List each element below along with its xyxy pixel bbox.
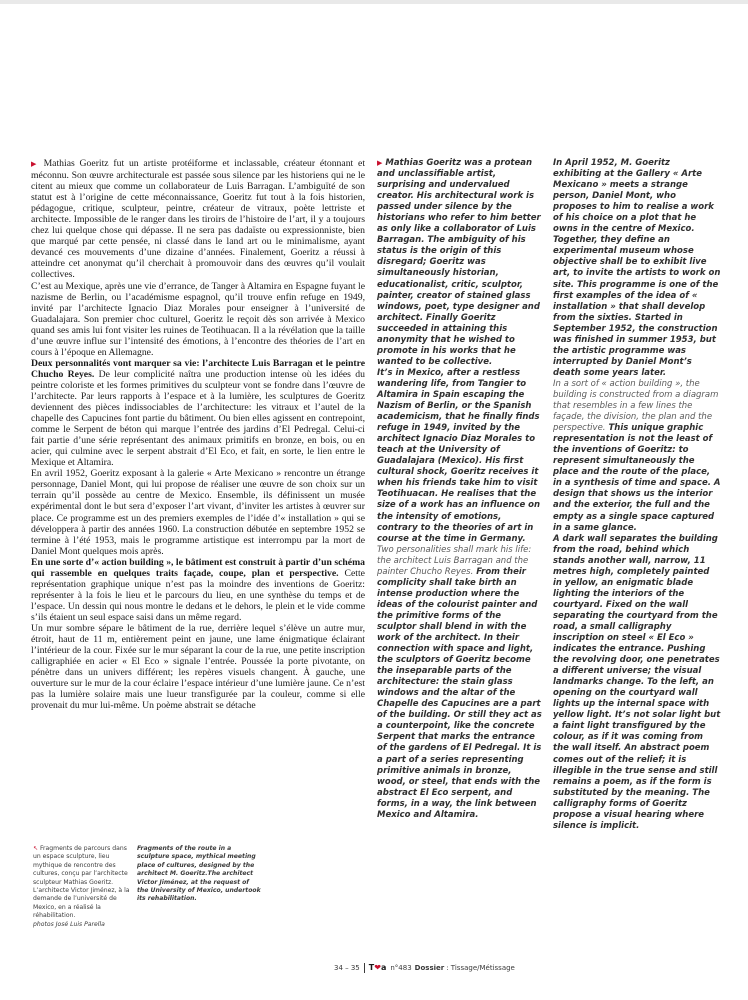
issue-number: n°483 xyxy=(390,964,412,972)
french-article-column xyxy=(31,158,365,711)
french-paragraph-1: ▶ Mathias Goeritz fut un artiste protéiforme et inclassable, créateur étonnant et méconnu. Son œuvre architecturale est passée sous silence par les historiens qui ne le citent au mieux que comme un collaborateur de Luis Barragan. L’ambiguïté de son statut est à l’origine de cette méconnaissance, Goeritz fut tout à la fois historien, pédagogue, critique, sculpteur, peintre, créateur de vitraux, poète lettriste et architecte. Impossible de le ranger dans les tiroirs de l’histoire de l’art, il y a toujours chez lui quelque chose qui dépasse. Il ne sera pas dadaïste ou expressionniste, bien que marqué par cette pensée, ni classé dans le land art ou le minimalisme, ayant devancé ces mouvements d’une dizaine d’années. Finalement, Goeritz a réussi à atteindre cet anonymat qu’il cherchait à promouvoir dans des œuvres qu’il voulait collectives. xyxy=(31,158,366,281)
english-paragraph-6: A dark wall separates the building from the road, behind which stands another wall, narrow, 11 metres high, completely painted in yellow, an enigmatic blade lighting the interiors of the courtyard. Fixed on the wall separating the courtyard from the road, a small calligraphy inscription on steel « El Eco » indicates the entrance. Pushing the revolving door, one penetrates a different universe; the visual landmarks change. To the left, an opening on the courtyard wall lights up the internal space with yellow light. It’s not solar light but a faint light transfigured by the colour, as if it was coming from the wall itself. An abstract poem comes out of the relief; it is illegible in the true sense and still remains a poem, as if the form is substituted by the meaning. The calligraphy forms of Goeritz propose a visual hearing where silence is implicit. xyxy=(553,533,721,831)
magazine-logo: T❤a xyxy=(368,963,387,972)
english-paragraph-5: In a sort of « action building », the building is constructed from a diagram that resembles in a few lines the façade, the division, the plan and the perspective. This unique graphic representation is not the least of the inventions of Goeritz: to represent simultaneously the place and the route of the place, in a synthesis of time and space. A design that shows us the interior and the exterior, the full and the empty as a single space captured in a same glance. xyxy=(553,378,721,533)
photo-credit: photos José Luis Parella xyxy=(33,920,105,928)
english-article-column-1 xyxy=(377,158,543,821)
french-paragraph-2: C’est au Mexique, après une vie d’errance, de Tanger à Altamira en Espagne fuyant le nazisme de Berlin, ou l’académisme espagnol, qu’il trouve enfin refuge en 1949, invité par l’architecte Ignacio Diaz Morales pour enseigner à l’université de Guadalajara. Son premier choc culturel, Goeritz le reçoit dès son arrivée à Mexico quand ses amis lui font visiter les ruines de Teotihuacan. Il a la révélation que la taille d’une œuvre influe sur l’intensité des émotions, à l’encontre des théories de l’art en cours à l’époque en Allemagne. xyxy=(31,280,365,358)
english-paragraph-4: In April 1952, M. Goeritz exhibiting at the Gallery « Arte Mexicano » meets a strange person, Daniel Mont, who proposes to him to realise a work of his choice on a plot that he owns in the centre of Mexico. Together, they define an experimental museum whose objective shall be to exhibit live art, to invite the artists to work on site. This programme is one of the first examples of the idea of « installation » that shall develop from the sixties. Started in September 1952, the construction was finished in summer 1953, but the artistic programme was interrupted by Daniel Mont’s death some years later. xyxy=(553,158,721,378)
english-article-column-2 xyxy=(553,158,721,832)
french-heading-1: Deux personnalités vont marquer sa vie: l’architecte Luis Barragan et le peintre Chucho Reyes. xyxy=(31,357,365,380)
page-numbers: 34 – 35 xyxy=(334,964,360,972)
english-heading-1: Two personalities shall mark his life: the architect Luis Barragan and the painter Chucho Reyes. xyxy=(377,544,532,577)
section-label: Dossier xyxy=(414,964,445,972)
heart-icon: ❤ xyxy=(374,963,381,972)
footer-divider xyxy=(364,963,365,973)
english-paragraph-2: It’s in Mexico, after a restless wandering life, from Tangier to Altamira in Spain escaping the Nazism of Berlin, or the Spanish academicism, that he finally finds refuge in 1949, invited by the architect Ignacio Diaz Morales to teach at the University of Guadalajara (Mexico). His first cultural shock, Goeritz receives it when his friends take him to visit Teotihuacan. He realises that the size of a work has an influence on the intensity of emotions, contrary to the theories of art in course at the time in Germany. xyxy=(377,367,541,544)
section-topic: : Tissage/Métissage xyxy=(446,964,515,972)
arrow-right-icon: ▶ xyxy=(31,160,39,168)
arrow-right-icon: ▶ xyxy=(377,159,383,167)
photo-caption-english: Fragments of the route in a sculpture space, mythical meeting place of cultures, designed by the architect M. Goeritz.The architect Victor Jiménez, at the request of the University of Mexico, undertook its rehabilitation. xyxy=(137,845,261,903)
english-heading-2: In a sort of « action building », the building is constructed from a diagram that resembles in a few lines the façade, the division, the plan and the perspective. xyxy=(553,378,719,434)
top-image-edge xyxy=(0,0,748,4)
french-heading-2: En une sorte d’« action building », le bâtiment est construit à partir d’un schéma qui rassemble en quelques traits façade, coupe, plan et perspective. xyxy=(31,556,365,579)
photo-caption-french: ↖ Fragments de parcours dans un espace sculpture, lieu mythique de rencontre des cultures, conçu par l’architecte sculpteur Mathias Goeritz. L’architecte Victor Jiménez, à la demande de l’université de Mexico, en a réalisé la réhabilitation. photos José Luis Parella xyxy=(33,845,130,928)
french-paragraph-4: En avril 1952, Goeritz exposant à la galerie « Arte Mexicano » rencontre un étrange personnage, Daniel Mont, qui lui propose de réaliser une œuvre de son choix sur un terrain qu’il possède au centre de Mexico. Ensemble, ils définissent un musée expérimental dont le but sera d’exposer l’art vivant, d’inviter les artistes à œuvrer sur place. Ce programme est un des premiers exemples de l’idée d’« installation » qui se développera à partir des années 1960. La construction débutée en septembre 1952 se termine à l’été 1953, mais le programme artistique est interrompu par la mort de Daniel Mont quelques mois après. xyxy=(31,468,365,557)
english-paragraph-3: Two personalities shall mark his life: the architect Luis Barragan and the painter Chucho Reyes. From their complicity shall take birth an intense production where the ideas of the colourist painter and the primitive forms of the sculptor shall blend in with the work of the architect. In their connection with space and light, the sculptors of Goeritz become the inseparable parts of the architecture: the stain glass windows and the altar of the Chapelle des Capucines are a part of the building. Or still they act as a counterpoint, like the concrete Serpent that marks the entrance of the gardens of El Pedregal. It is a part of a series representing primitive animals in bronze, wood, or steel, that ends with the abstract El Eco serpent, and forms, in a way, the link between Mexico and Altamira. xyxy=(377,544,542,820)
french-paragraph-5: En une sorte d’« action building », le bâtiment est construit à partir d’un schéma qui rassemble en quelques traits façade, coupe, plan et perspective. Cette représentation graphique unique n’est pas la moindre des inventions de Goeritz: représenter à la fois le lieu et le parcours du lieu, en une synthèse du temps et de l’espace. Un dessin qui nous montre le dedans et le dehors, le plein et le vide comme s’ils étaient un seul espace saisi dans un même regard. xyxy=(31,556,365,623)
arrow-up-left-icon: ↖ xyxy=(33,845,39,852)
french-paragraph-3: Deux personnalités vont marquer sa vie: l’architecte Luis Barragan et le peintre Chucho Reyes. De leur complicité naîtra une production intense où les idées du peintre coloriste et les formes primitives du sculpteur vont se fondre dans l’œuvre de l’architecte. Par leurs rapports à l’espace et à la lumière, les sculptures de Goeritz deviennent des pièces indissociables de l’architecture: les vitraux et l’autel de la chapelle des Capucines font partie du bâtiment. Ou bien elles agissent en contrepoint, comme le Serpent de béton qui marque l’entrée des jardins d’El Pedregal. Celui-ci fait partie d’une série représentant des animaux primitifs en bronze, en bois, ou en acier, qui culmine avec le serpent abstrait d’El Eco, et fait, en sorte, le lien entre le Mexique et Altamira. xyxy=(31,357,365,469)
english-paragraph-1: ▶ Mathias Goeritz was a protean and unclassifiable artist, surprising and undervalued creator. His architectural work is passed under silence by the historians who refer to him better as only like a collaborator of Luis Barragan. The ambiguity of his status is the origin of this disregard; Goeritz was simultaneously historian, educationalist, critic, sculptor, painter, creator of stained glass windows, poet, type designer and architect. Finally Goeritz succeeded in attaining this anonymity that he wished to promote in his works that he wanted to be collective. xyxy=(377,158,541,367)
french-paragraph-6: Un mur sombre sépare le bâtiment de la rue, derrière lequel s’élève un autre mur, étroit, haut de 11 m, entièrement peint en jaune, une lame énigmatique éclairant l’intérieur de la cour. Fixée sur le mur séparant la cour de la rue, une petite inscription calligraphiée en acier « El Eco » signale l’entrée. Poussée la porte pivotante, on pénètre dans un univers différent; les repères visuels changent. À gauche, une ouverture sur le mur de la cour éclaire l’espace intérieur d’une lumière jaune. Ce n’est pas la lumière solaire mais une lueur transfigurée par la couleur, comme si elle provenait du mur lui-même. Un poème abstrait se détache xyxy=(31,622,365,712)
page-footer xyxy=(334,962,515,974)
